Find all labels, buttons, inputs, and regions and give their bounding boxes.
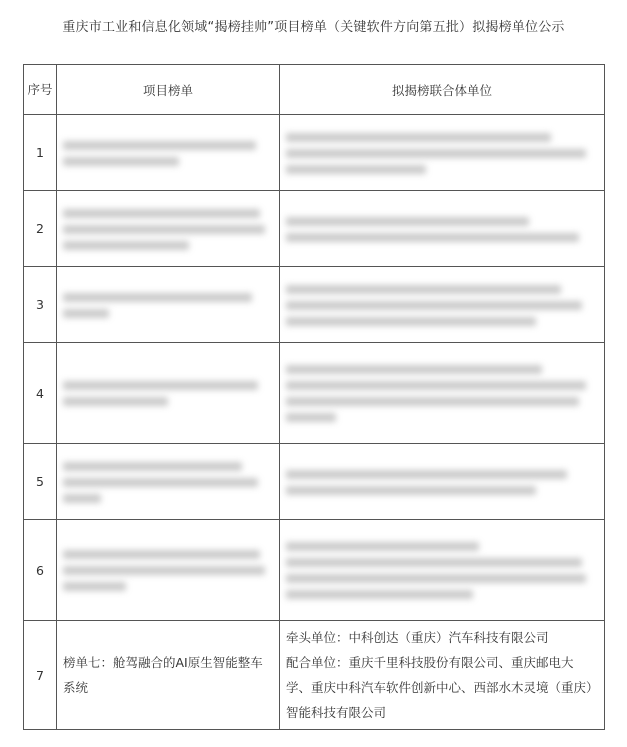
row-no: 3: [24, 267, 57, 343]
table-header-row: [24, 65, 605, 115]
units-cell-redacted: [280, 191, 605, 267]
header-project: 项目榜单: [57, 65, 280, 115]
lead-unit: 牵头单位：中科创达（重庆）汽车科技有限公司: [286, 630, 549, 645]
announcement-table: [23, 64, 605, 730]
table-row: [24, 115, 605, 191]
table-row: [24, 520, 605, 621]
table-row: [24, 444, 605, 520]
project-cell-redacted: [57, 343, 280, 444]
units-cell-redacted: [280, 520, 605, 621]
header-units: 拟揭榜联合体单位: [280, 65, 605, 115]
project-cell-redacted: [57, 444, 280, 520]
units-cell: [280, 621, 605, 730]
row-no: 6: [24, 520, 57, 621]
row-no: 1: [24, 115, 57, 191]
project-cell-redacted: [57, 115, 280, 191]
row-no: 5: [24, 444, 57, 520]
table-row: [24, 621, 605, 730]
units-cell-redacted: [280, 115, 605, 191]
page-title: 重庆市工业和信息化领域“揭榜挂帅”项目榜单（关键软件方向第五批）拟揭榜单位公示: [62, 20, 565, 35]
row-no: 4: [24, 343, 57, 444]
row-no: 2: [24, 191, 57, 267]
project-cell-redacted: [57, 191, 280, 267]
units-cell-redacted: [280, 267, 605, 343]
header-no: 序号: [24, 65, 57, 115]
project-cell: 榜单七：舱驾融合的AI原生智能整车系统: [57, 621, 280, 730]
project-cell-redacted: [57, 520, 280, 621]
table-row: [24, 191, 605, 267]
units-cell-redacted: [280, 444, 605, 520]
row-no: 7: [24, 621, 57, 730]
table-row: [24, 343, 605, 444]
partner-units: 配合单位：重庆千里科技股份有限公司、重庆邮电大学、重庆中科汽车软件创新中心、西部水木灵境（重庆）智能科技有限公司: [286, 655, 593, 720]
project-cell-redacted: [57, 267, 280, 343]
units-cell-redacted: [280, 343, 605, 444]
table-row: [24, 267, 605, 343]
